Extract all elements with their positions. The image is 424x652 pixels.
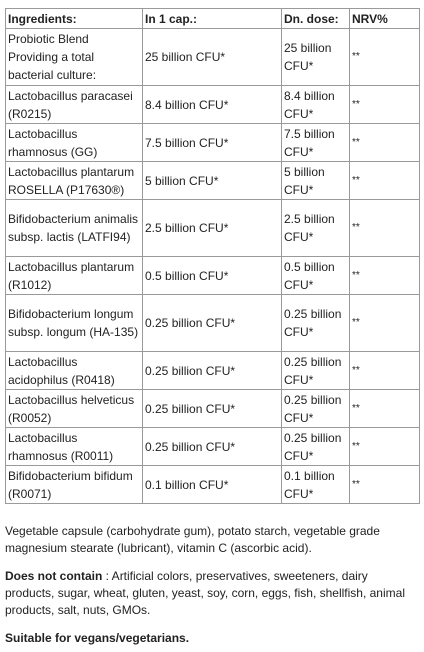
ingredient-cell: Lactobacillus rhamnosus (R0011) [6,428,143,466]
header-ingredients: Ingredients: [6,9,143,29]
nrv-cell: ** [350,29,420,86]
daily-dose-cell: 0.5 billion CFU* [282,257,350,295]
per-capsule-cell: 0.1 billion CFU* [143,466,282,504]
per-capsule-cell: 8.4 billion CFU* [143,86,282,124]
nrv-cell: ** [350,390,420,428]
per-capsule-cell: 0.25 billion CFU* [143,295,282,352]
suitable-label: Suitable for vegans/vegetarians. [5,631,190,645]
does-not-contain-label: Does not contain [5,569,103,583]
ingredient-cell: Bifidobacterium bifidum (R0071) [6,466,143,504]
ingredient-cell: Bifidobacterium longum subsp. longum (HA-135) [6,295,143,352]
ingredient-cell: Probiotic Blend Providing a total bacterial culture: [6,29,143,86]
daily-dose-cell: 8.4 billion CFU* [282,86,350,124]
ingredient-cell: Lactobacillus plantarum (R1012) [6,257,143,295]
daily-dose-cell: 0.25 billion CFU* [282,390,350,428]
table-row [6,466,420,504]
nrv-cell: ** [350,352,420,390]
table-row [6,428,420,466]
table-row [6,86,420,124]
ingredient-cell: Bifidobacterium animalis subsp. lactis (LATFI94) [6,200,143,257]
ingredient-cell: Lactobacillus plantarum ROSELLA (P17630®) [6,162,143,200]
table-header-row [6,9,420,29]
per-capsule-cell: 25 billion CFU* [143,29,282,86]
per-capsule-cell: 5 billion CFU* [143,162,282,200]
table-row [6,200,420,257]
nrv-cell: ** [350,86,420,124]
nrv-cell: ** [350,428,420,466]
nrv-cell: ** [350,162,420,200]
header-nrv: NRV% [350,9,420,29]
per-capsule-cell: 0.25 billion CFU* [143,428,282,466]
table-row [6,257,420,295]
per-capsule-cell: 0.5 billion CFU* [143,257,282,295]
ingredient-cell: Lactobacillus helveticus (R0052) [6,390,143,428]
table-row [6,29,420,86]
ingredients-table [5,8,420,504]
suitable-text [5,630,419,647]
table-row [6,295,420,352]
per-capsule-cell: 2.5 billion CFU* [143,200,282,257]
other-ingredients-text: Vegetable capsule (carbohydrate gum), potato starch, vegetable grade magnesium stearate (lubricant), vitamin C (ascorbic acid). [5,524,380,555]
daily-dose-cell: 25 billion CFU* [282,29,350,86]
per-capsule-cell: 0.25 billion CFU* [143,352,282,390]
nrv-cell: ** [350,124,420,162]
per-capsule-cell: 7.5 billion CFU* [143,124,282,162]
daily-dose-cell: 7.5 billion CFU* [282,124,350,162]
table-row [6,352,420,390]
daily-dose-cell: 0.25 billion CFU* [282,352,350,390]
table-row [6,390,420,428]
table-row [6,124,420,162]
ingredient-cell: Lactobacillus paracasei (R0215) [6,86,143,124]
daily-dose-cell: 5 billion CFU* [282,162,350,200]
daily-dose-cell: 0.25 billion CFU* [282,428,350,466]
daily-dose-cell: 2.5 billion CFU* [282,200,350,257]
table-row [6,162,420,200]
per-capsule-cell: 0.25 billion CFU* [143,390,282,428]
daily-dose-cell: 0.1 billion CFU* [282,466,350,504]
ingredient-cell: Lactobacillus rhamnosus (GG) [6,124,143,162]
does-not-contain-list: : Artificial colors, preservatives, sweeteners, dairy products, sugar, wheat, gluten, yeast, soy, corn, eggs, fish, shellfish, animal products, salt, nuts, GMOs. [5,569,405,617]
header-per-capsule: In 1 cap.: [143,9,282,29]
nrv-cell: ** [350,200,420,257]
nrv-cell: ** [350,257,420,295]
nrv-cell: ** [350,295,420,352]
nrv-cell: ** [350,466,420,504]
daily-dose-cell: 0.25 billion CFU* [282,295,350,352]
header-daily-dose: Dn. dose: [282,9,350,29]
does-not-contain-text [5,568,419,619]
ingredient-cell: Lactobacillus acidophilus (R0418) [6,352,143,390]
